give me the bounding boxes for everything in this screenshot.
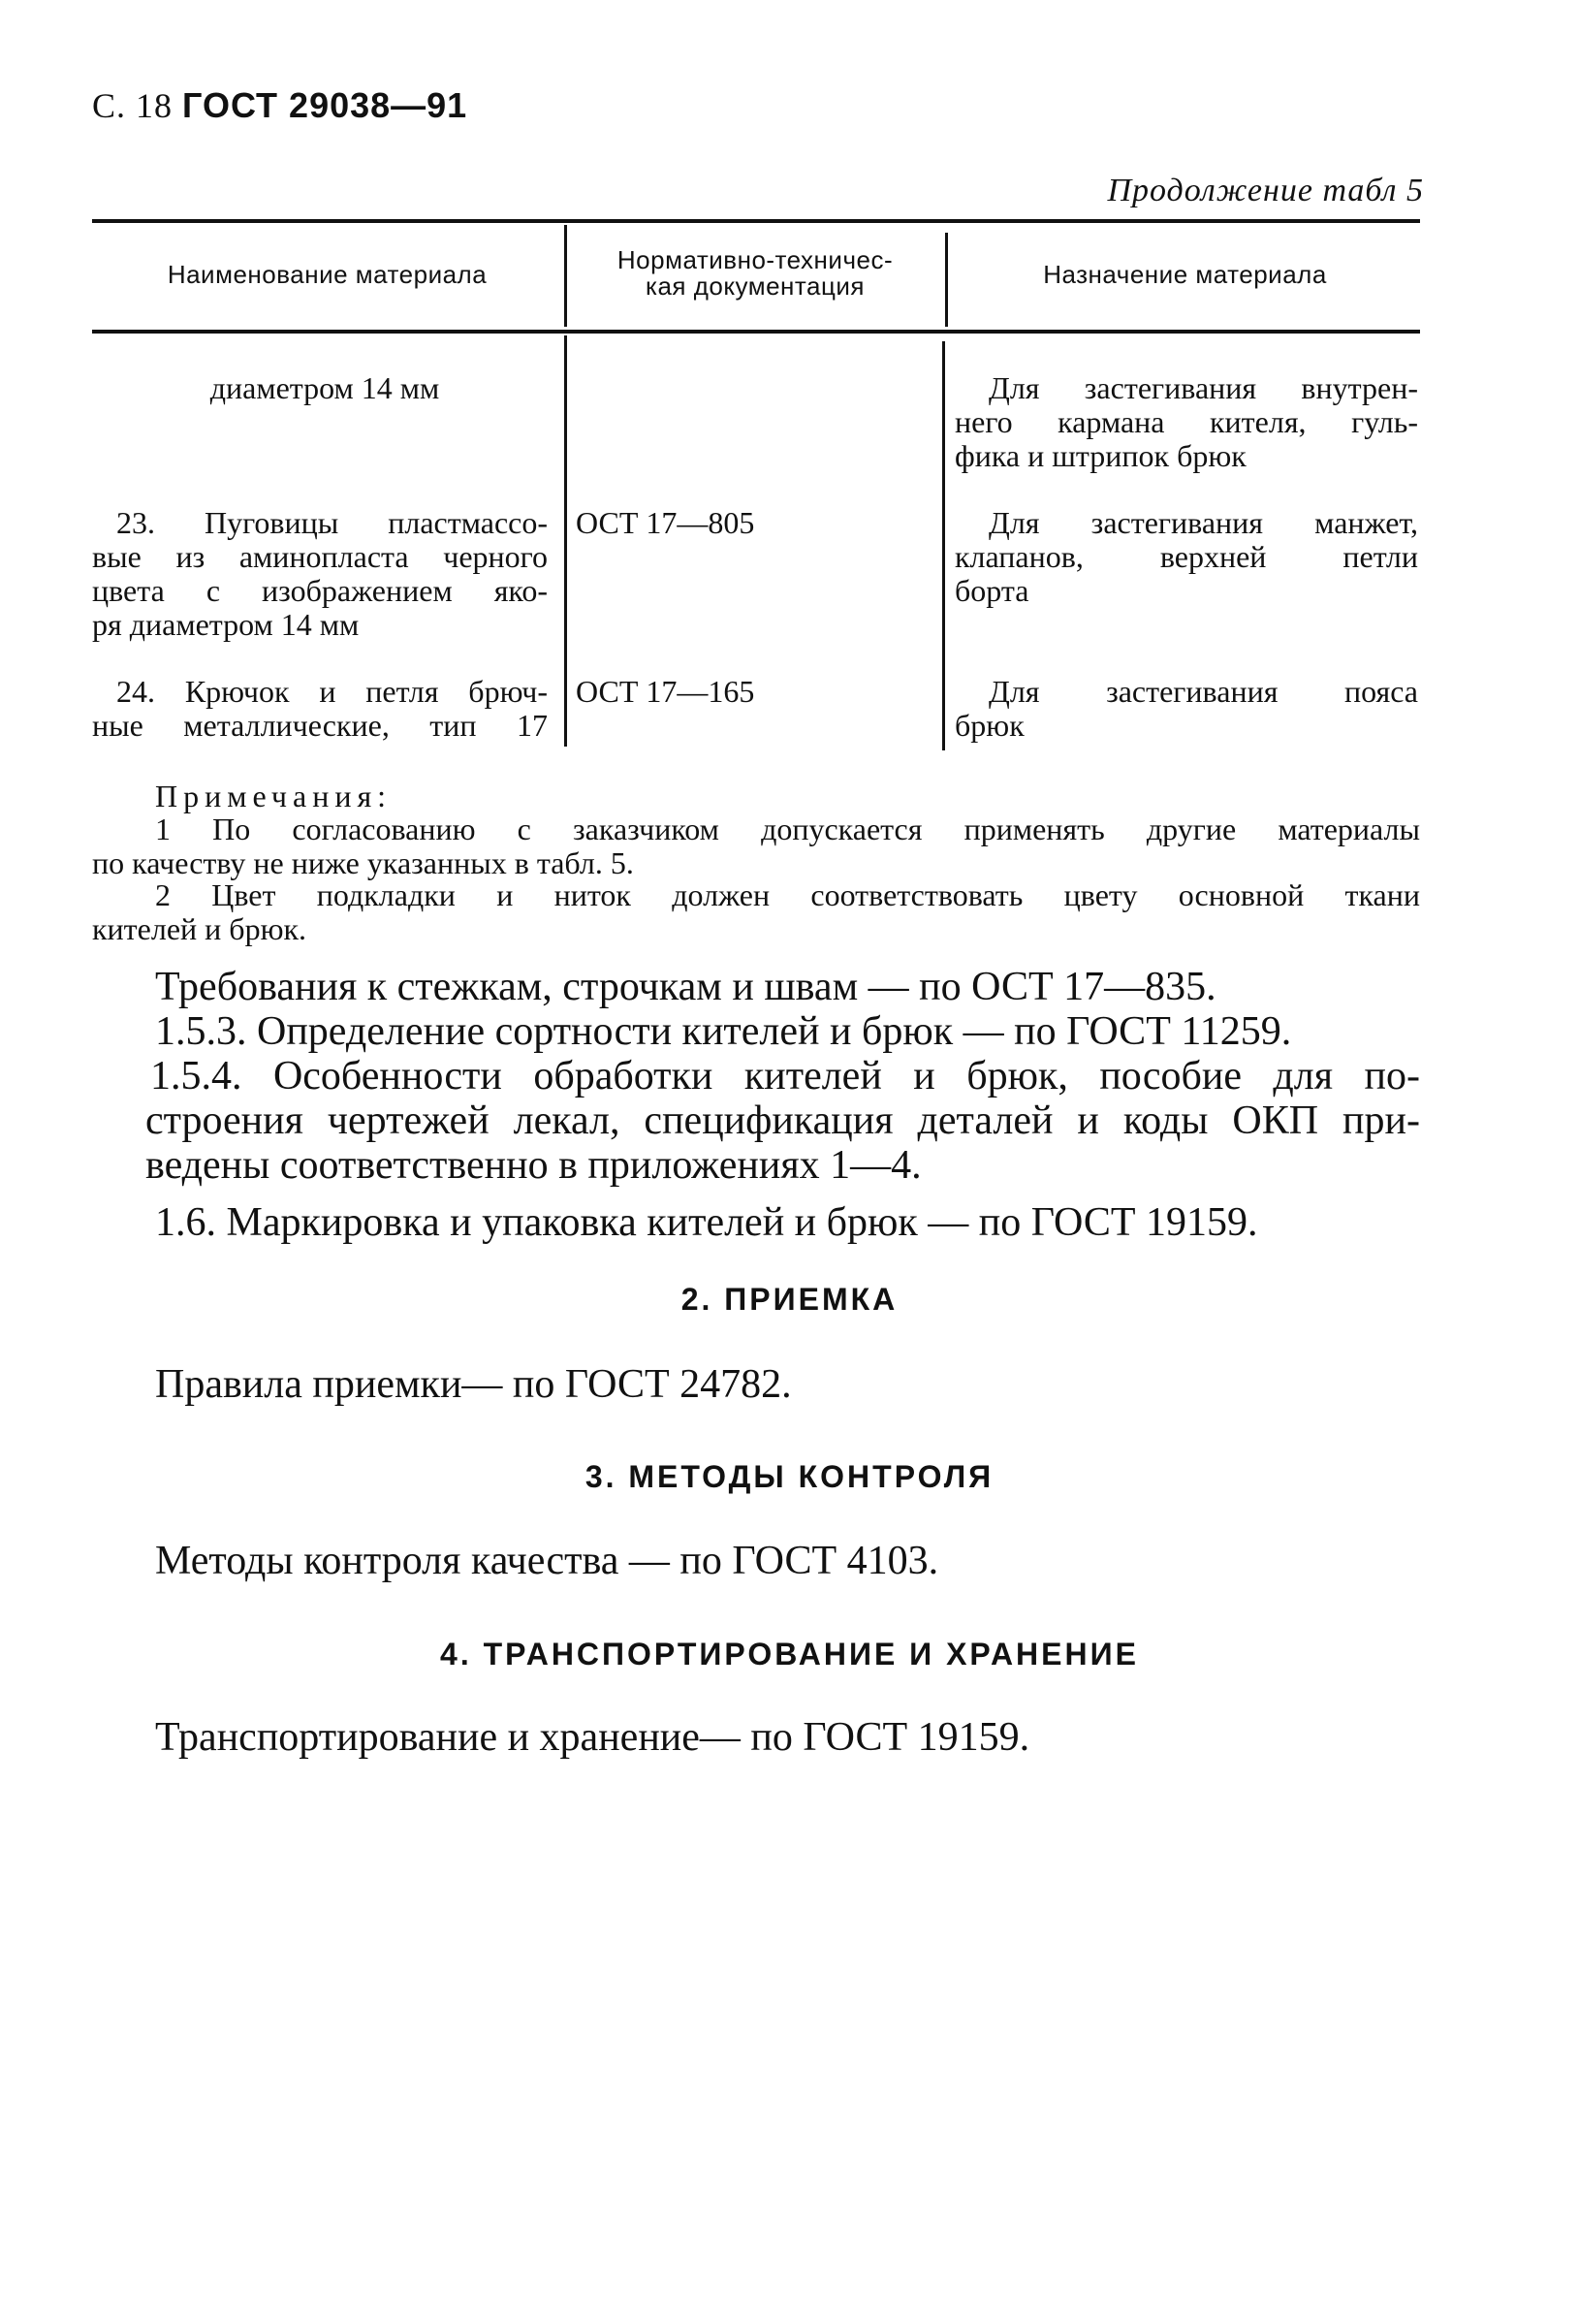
header-separator-1 [564, 225, 567, 327]
table-cell-line: Для застегивания пояса [989, 674, 1418, 709]
table-row-24-doc: ОСТ 17—165 [576, 674, 755, 709]
document-code: ГОСТ 29038—91 [182, 85, 468, 125]
table-cell-line: ные металлические, тип 17 [92, 708, 548, 743]
table-cell-line: брюк [955, 708, 1025, 743]
table-cell-line: вые из аминопласта черного [92, 539, 548, 574]
table-cell-line: клапанов, верхней петли [955, 539, 1418, 574]
note-2 [92, 878, 1420, 946]
paragraph-line: строения чертежей лекал, спецификация деталей и коды ОКП при- [145, 1098, 1420, 1143]
paragraph-1-5-3: 1.5.3. Определение сортности кителей и брюк — по ГОСТ 11259. [155, 1009, 1292, 1054]
section-text-transport-storage: Транспортирование и хранение— по ГОСТ 19159. [155, 1715, 1030, 1760]
section-text-acceptance: Правила приемки— по ГОСТ 24782. [155, 1362, 792, 1407]
page-header [92, 85, 467, 126]
column-header-normative [568, 247, 942, 301]
header-separator-2 [945, 233, 948, 327]
note-1 [92, 812, 1420, 880]
page-number: С. 18 [92, 86, 174, 125]
table-row-23-doc: ОСТ 17—805 [576, 505, 755, 540]
section-title-control-methods: 3. МЕТОДЫ КОНТРОЛЯ [584, 1459, 995, 1494]
table-cell-line: 24. Крючок и петля брюч- [116, 674, 548, 709]
table-top-rule [92, 219, 1420, 223]
table-cell-line: Для застегивания внутрен- [989, 370, 1418, 405]
note-line: 2 Цвет подкладки и ниток должен соответствовать цвету основной ткани [155, 877, 1420, 912]
table-cell-line: борта [955, 573, 1029, 608]
table-row-24-material [92, 675, 548, 743]
note-line: по качеству не ниже указанных в табл. 5. [92, 845, 634, 880]
section-title-transport-storage: 4. ТРАНСПОРТИРОВАНИЕ И ХРАНЕНИЕ [440, 1637, 1139, 1671]
table-row-24-purpose [955, 675, 1418, 743]
column-header-normative-line1: Нормативно-техничес- [616, 245, 894, 274]
note-line: 1 По согласованию с заказчиком допускается применять другие материалы [155, 812, 1420, 846]
paragraph-1-5-4 [145, 1054, 1420, 1188]
table-cell-line: него кармана кителя, гуль- [955, 404, 1418, 439]
paragraph-line: 1.5.4. Особенности обработки кителей и брюк, пособие для по- [150, 1054, 1420, 1098]
table-cell-line: 23. Пуговицы пластмассо- [116, 505, 548, 540]
note-line: кителей и брюк. [92, 911, 307, 946]
column-header-purpose: Назначение материала [1043, 260, 1327, 289]
section-text-control-methods: Методы контроля качества — по ГОСТ 4103. [155, 1539, 939, 1583]
paragraph-1-6: 1.6. Маркировка и упаковка кителей и брюк — по ГОСТ 19159. [155, 1200, 1258, 1245]
table-header-rule [92, 330, 1420, 334]
table-row-23-purpose [955, 506, 1418, 608]
table-cell-line: диаметром 14 мм [209, 370, 440, 405]
table-cell-line: ря диаметром 14 мм [92, 607, 360, 642]
notes-title: Примечания: [155, 779, 393, 813]
table-cell-line: фика и штрипок брюк [955, 438, 1247, 473]
column-header-normative-line2: кая документация [646, 271, 865, 302]
table-row-1-purpose [955, 371, 1418, 473]
table-cell-line: Для застегивания манжет, [989, 505, 1418, 540]
table-continuation-label: Продолжение табл 5 [1107, 173, 1424, 208]
body-separator-2 [942, 341, 945, 750]
column-header-material: Наименование материала [167, 260, 488, 289]
table-row-23-material [92, 506, 548, 642]
paragraph-stitches: Требования к стежкам, строчкам и швам — по ОСТ 17—835. [155, 965, 1216, 1009]
table-row-1-material [92, 371, 557, 405]
paragraph-line: ведены соответственно в приложениях 1—4. [145, 1143, 922, 1188]
table-cell-line: цвета с изображением яко- [92, 573, 548, 608]
section-title-acceptance: 2. ПРИЕМКА [680, 1282, 899, 1317]
body-separator-1 [564, 335, 567, 747]
